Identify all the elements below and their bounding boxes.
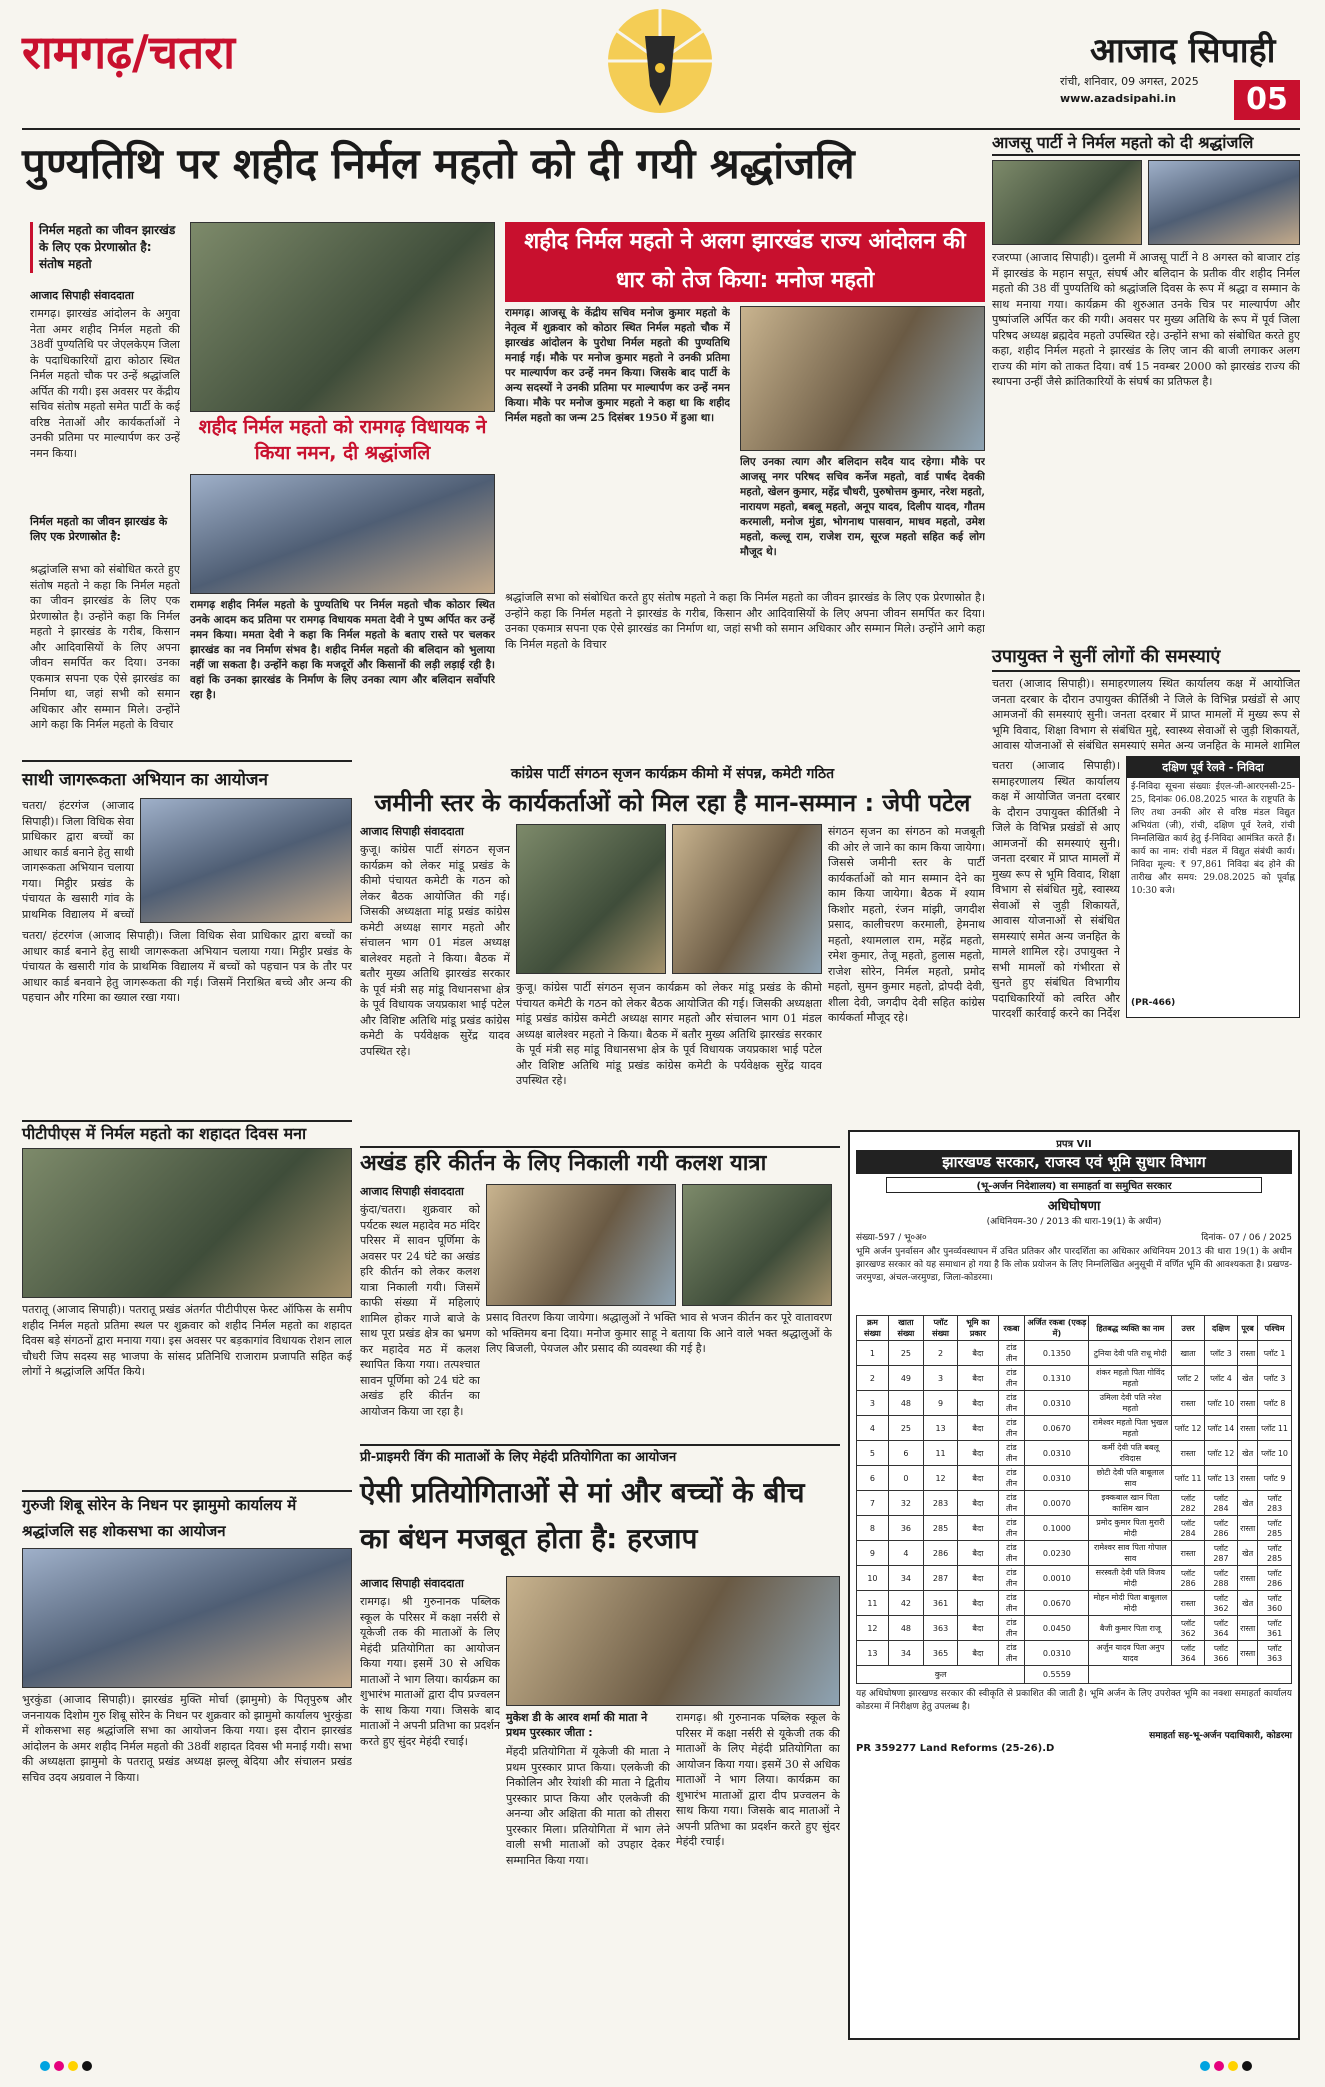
notice-cell: बैदा [958,1341,998,1366]
notice-cell: 365 [923,1641,957,1666]
notice-col-header: उत्तर [1172,1316,1205,1341]
notice-cell: खेत [1238,1366,1258,1391]
news-photo [22,1548,352,1688]
notice-cell: प्लॉट 3 [1204,1341,1237,1366]
notice-cell: 34 [888,1641,923,1666]
notice-cell: प्लॉट 1 [1258,1341,1292,1366]
notice-cell: टुनिया देवी पति राधू मोदी [1089,1341,1172,1366]
notice-cell: कर्मी देवी पति बबलू रविदास [1089,1441,1172,1466]
notice-cell: 9 [857,1541,889,1566]
notice-row [857,1441,1292,1466]
notice-cell: प्लॉट 11 [1172,1466,1205,1491]
manoj-body-2: लिए उनका त्याग और बलिदान सदैव याद रहेगा। मौके पर आजसू नगर परिषद सचिव कर्नेज महतो, वार्ड पार्षद देवकी महतो, खेलन कुमार, महेंद्र चौधरी, पुरुषोत्तम कुमार, नरेश महतो, नारायण महतो, बबलू महतो, अनूप यादव, दिलीप यादव, गौतम करमाली, मनोज मुंडा, भोगनाथ पासवान, माधव महतो, उमेश महतो, कल्लू राम, राजेश राम, सूरज महतो सहित कई लोग मौजूद थे। [740,456,985,558]
ajsu-headline: आजसू पार्टी ने निर्मल महतो को दी श्रद्धांजलि [992,132,1300,156]
mehndi-byline: आजाद सिपाही संवाददाता [360,1577,464,1590]
notice-cell: प्लॉट 8 [1258,1391,1292,1416]
notice-row [857,1541,1292,1566]
notice-cell: सरस्वती देवी पति विजय मोदी [1089,1566,1172,1591]
notice-cell: प्लॉट 364 [1172,1641,1205,1666]
notice-cell: 0.0230 [1025,1541,1089,1566]
main-byline: आजाद सिपाही संवाददाता [30,289,134,302]
notice-title: अधिघोषणा [1047,1199,1101,1214]
news-photo [486,1184,676,1306]
notice-cell: प्लॉट 11 [1258,1416,1292,1441]
notice-footer: यह अधिघोषणा झारखण्ड सरकार की स्वीकृति से प्रकाशित की जाती है। भूमि अर्जन के लिए उपरोक्त भूमि का नक्शा समाहर्ता कार्यालय कोडरमा में निरीक्षण हेतु उपलब्ध है। [856,1689,1292,1712]
notice-cell: बैदा [958,1466,998,1491]
notice-cell: बैदा [958,1591,998,1616]
mehndi-body-3: रामगढ़। श्री गुरुनानक पब्लिक स्कूल के परिसर में कक्षा नर्सरी से यूकेजी तक की माताओं के लिए मेहंदी प्रतियोगिता का आयोजन किया गया। इसमें 30 से अधिक माताओं ने भाग लिया। कार्यक्रम का शुभारंभ माताओं द्वारा दीप प्रज्वलन के साथ किया गया। जिसके बाद माताओं ने अपनी प्रतिभा का प्रदर्शन करते हुए सुंदर मेहंदी रचाई। [676,1711,840,1848]
news-photo [190,474,495,594]
notice-cell: 11 [857,1591,889,1616]
notice-cell: 0.1350 [1025,1341,1089,1366]
notice-cell: 34 [888,1566,923,1591]
notice-cell: बैदा [958,1541,998,1566]
notice-cell: खेत [1238,1541,1258,1566]
kirtan-byline: आजाद सिपाही संवाददाता [360,1185,464,1198]
notice-cell: 363 [923,1616,957,1641]
notice-cell: 6 [857,1466,889,1491]
notice-cell: मोहन मोदी पिता बाबूलाल मोदी [1089,1591,1172,1616]
congress-headline: जमीनी स्तर के कार्यकर्ताओं को मिल रहा है मान-सम्मान : जेपी पटेल [374,789,971,817]
notice-cell: टांड तीन [998,1366,1025,1391]
notice-cell: खेत [1238,1591,1258,1616]
notice-cell: 0.1310 [1025,1366,1089,1391]
notice-row [857,1366,1292,1391]
notice-col-header: भूमि का प्रकार [958,1316,998,1341]
notice-cell: 361 [923,1591,957,1616]
notice-col-header: क्रम संख्या [857,1316,889,1341]
notice-intro: भूमि अर्जन पुनर्वासन और पुनर्व्यवस्थापन में उचित प्रतिकर और पारदर्शिता का अधिकार अधिनियम 2013 की धारा 19(1) के अधीन झारखण्ड सरकार को यह समाधान हो गया है कि लोक प्रयोजन के लिए निम्नलिखित अनुसूची में वर्णित भूमि की आवश्यकता है। प्रखण्ड-जरमुण्डा, अंचल-जरमुण्डा, जिला-कोडरमा। [856,1247,1292,1283]
notice-cell: प्लॉट 13 [1204,1466,1237,1491]
notice-cell: 32 [888,1491,923,1516]
notice-cell: 1 [857,1341,889,1366]
notice-cell: 0.0010 [1025,1566,1089,1591]
mehndi-subhead: मुकेश डी के आरव शर्मा की माता ने प्रथम पुरस्कार जीता : [506,1711,648,1739]
shibu-body: भुरकुंडा (आजाद सिपाही)। झारखंड मुक्ति मोर्चा (झामुमो) के पितृपुरुष और जननायक दिशोम गुरु शिबू सोरेन के निधन पर शुक्रवार को झामुमो कार्यालय भुरकुंडा में शोकसभा सह श्रद्धांजलि सभा का आयोजन किया गया। इस दौरान झारखंड आंदोलन के अमर शहीद निर्मल महतो की 38वीं शहादत दिवस भी मनाई गयी। सभा की अध्यक्षता झामुमो के पतरातू प्रखंड अध्यक्ष झल्लू बेदिया और संचालन प्रखंड सचिव उदय अग्रवाल ने किया। [22,1693,352,1784]
notice-cell: उमिला देवी पति नरेश महतो [1089,1391,1172,1416]
news-photo [190,222,495,412]
notice-col-header: हितबद्ध व्यक्ति का नाम [1089,1316,1172,1341]
kirtan-headline: अखंड हरि कीर्तन के लिए निकाली गयी कलश यात्रा [360,1146,840,1180]
notice-cell: खाता [1172,1341,1205,1366]
main-body-2: श्रद्धांजलि सभा को संबोधित करते हुए संतोष महतो ने कहा कि निर्मल महतो का जीवन झारखंड के लिए एक प्रेरणास्रोत है। उन्होंने कहा कि निर्मल महतो ने झारखंड के गरीब, किसान और आदिवासियों के लिए अपना जीवन समर्पित कर दिया। उनका एकमात्र सपना एक ऐसे झारखंड का निर्माण था, जहां सभी को समान अधिकार और सम्मान मिले। उन्होंने आगे कहा कि निर्मल महतो के विचार [30,563,180,731]
notice-cell: 0.0310 [1025,1466,1089,1491]
notice-row [857,1466,1292,1491]
notice-cell: 13 [923,1416,957,1441]
notice-cell: रास्ता [1238,1391,1258,1416]
notice-col-header: रकबा [998,1316,1025,1341]
page-number: 05 [1234,80,1300,120]
notice-cell: रास्ता [1172,1391,1205,1416]
notice-cell: 48 [888,1616,923,1641]
notice-col-header: खाता संख्या [888,1316,923,1341]
notice-cell: रामेश्वर साव पिता गोपाल साव [1089,1541,1172,1566]
notice-cell: रास्ता [1172,1541,1205,1566]
notice-cell: 9 [923,1391,957,1416]
congress-body: कुजू। कांग्रेस पार्टी संगठन सृजन कार्यक्रम को लेकर मांडू प्रखंड के कीमो पंचायत कमेटी के गठन को लेकर बैठक आयोजित की गई। जिसकी अध्यक्षता मांडू प्रखंड कांग्रेस कमेटी अध्यक्ष सागर महतो और संचालन भाग 01 मंडल अध्यक्ष बालेश्वर महतो ने किया। बैठक में बतौर मुख्य अतिथि झारखंड सरकार के पूर्व मंत्री सह मांडू विधानसभा क्षेत्र के पूर्व विधायक जयप्रकाश भाई पटेल और विशिष्ट अतिथि मांडू प्रखंड कांग्रेस कमेटी के पर्यवेक्षक सुरेंद्र यादव उपस्थित रहे। [360,843,510,1058]
news-photo [506,1576,840,1706]
ajsu-body: रजरप्पा (आजाद सिपाही)। दुलमी में आजसू पार्टी ने 8 अगस्त को बाजार टांड़ में झारखंड के महान सपूत, संघर्ष और बलिदान के प्रतीक वीर शहीद निर्मल महतो की 38 वीं पुण्यतिथि को श्रद्धांजलि दिवस के रूप में श्रद्धा व सम्मान के साथ मनाया गया। कार्यक्रम की शुरुआत उनके चित्र पर माल्यार्पण और पुष्पांजलि अर्पित कर की गयी। अवसर पर मुख्य अतिथि के रूप में पूर्व जिला परिषद अध्यक्ष ब्रह्मदेव महतो उपस्थित रहे। उन्होंने सभा को संबोधित करते हुए कहा, शहीद निर्मल महतो ने झारखंड के लिए जान की बाजी लगाकर अलग राज्य की मांग को ताकत दिया। वर्ष 15 नवम्बर 2000 को झारखंड राज्य की स्थापना उन्हीं जैसे क्रांतिकारियों के संघर्ष का प्रतिफल है। [992,251,1300,388]
notice-cell: 3 [857,1391,889,1416]
notice-cell: प्लॉट 285 [1258,1541,1292,1566]
notice-date: दिनांक- 07 / 06 / 2025 [1201,1233,1292,1243]
website: www.azadsipahi.in [1060,92,1177,105]
notice-cell: 6 [888,1441,923,1466]
notice-cell: अर्जुन यादव पिता अनुप यादव [1089,1641,1172,1666]
masthead-rule [22,128,1300,130]
notice-cell: 10 [857,1566,889,1591]
mehndi-headline: ऐसी प्रतियोगिताओं से मां और बच्चों के बीच का बंधन मजबूत होता है: हरजाप [360,1476,805,1555]
notice-cell: प्लॉट 12 [1172,1416,1205,1441]
notice-cell: बैदा [958,1391,998,1416]
notice-cell: प्लॉट 285 [1258,1516,1292,1541]
news-photo [516,824,666,974]
photo-headline: शहीद निर्मल महतो को रामगढ़ विधायक ने किया नमन, दी श्रद्धांजलि [198,416,487,464]
main-kicker: निर्मल महतो का जीवन झारखंड के लिए एक प्रेरणास्रोत है: संतोष महतो [30,222,180,273]
notice-cell: प्लॉट 9 [1258,1466,1292,1491]
notice-dept: झारखण्ड सरकार, राजस्व एवं भूमि सुधार विभाग [856,1150,1292,1174]
notice-cell: 0.0670 [1025,1591,1089,1616]
kirtan-body: कुंदा/चतरा। शुक्रवार को पर्यटक स्थल महादेव मठ मंदिर परिसर में सावन पूर्णिमा के अवसर पर 24 घंटे का अखंड हरि कीर्तन को लेकर कलश यात्रा निकाली गयी। जिसमें काफी संख्या में महिलाएं शामिल होकर गाजे बाजे के साथ पूरा प्रखंड क्षेत्र का भ्रमण कर महादेव मठ में कलश स्थापित किया गया। तत्पश्चात सावन पूर्णिमा को 24 घंटे का अखंड हरि कीर्तन का आयोजन किया जा रहा है। [360,1203,480,1418]
notice-cell: बैदा [958,1491,998,1516]
notice-cell: प्लॉट 12 [1204,1441,1237,1466]
notice-row [857,1391,1292,1416]
notice-cell: 0.0450 [1025,1616,1089,1641]
notice-cell: 0.0310 [1025,1641,1089,1666]
notice-cell: टांड तीन [998,1466,1025,1491]
notice-cell: 42 [888,1591,923,1616]
notice-cell: 2 [857,1366,889,1391]
notice-cell: प्लॉट 362 [1204,1591,1237,1616]
notice-table [856,1315,1292,1684]
color-registration-marks [1200,2056,1256,2075]
main-subhead: निर्मल महतो का जीवन झारखंड के लिए एक प्रेरणास्रोत है: [30,515,168,543]
news-photo [740,306,985,451]
news-photo [22,1148,352,1298]
notice-row [857,1641,1292,1666]
notice-cell: रास्ता [1238,1616,1258,1641]
notice-total-row [857,1666,1292,1684]
notice-total-label: कुल [857,1666,1025,1684]
main-body: रामगढ़। झारखंड आंदोलन के अगुवा नेता अमर शहीद निर्मल महतो की 38वीं पुण्यतिथि पर जेएलकेएम जिला के पदाधिकारियों द्वारा कोठार स्थित निर्मल महतो चौक पर उन्हें श्रद्धांजलि अर्पित की गयी। इस अवसर पर केंद्रीय सचिव संतोष महतो समेत पार्टी के कई वरिष्ठ नेताओं और कार्यकर्ताओं ने उनकी प्रतिमा पर माल्यार्पण कर उन्हें नमन किया। [30,307,180,460]
notice-cell: प्लॉट 284 [1204,1491,1237,1516]
notice-cell: प्लॉट 3 [1258,1366,1292,1391]
notice-cell: खेत [1238,1491,1258,1516]
mehndi-body: रामगढ़। श्री गुरुनानक पब्लिक स्कूल के परिसर में कक्षा नर्सरी से यूकेजी तक की माताओं के लिए मेहंदी प्रतियोगिता का आयोजन किया गया। इसमें 30 से अधिक माताओं ने भाग लिया। कार्यक्रम का शुभारंभ माताओं द्वारा दीप प्रज्वलन के साथ किया गया। जिसके बाद माताओं ने अपनी प्रतिभा का प्रदर्शन करते हुए सुंदर मेहंदी रचाई। [360,1595,500,1748]
notice-cell: टांड तीन [998,1641,1025,1666]
notice-cell: टांड तीन [998,1516,1025,1541]
mehndi-strap: प्री-प्राइमरी विंग की माताओं के लिए मेहंदी प्रतियोगिता का आयोजन [360,1444,840,1468]
notice-cell: प्लॉट 366 [1204,1641,1237,1666]
notice-cell: प्लॉट 362 [1172,1616,1205,1641]
notice-cell: टांड तीन [998,1441,1025,1466]
notice-cell: टांड तीन [998,1341,1025,1366]
news-photo [1148,160,1300,245]
notice-cell: 283 [923,1491,957,1516]
notice-cell: 13 [857,1641,889,1666]
notice-cell: प्लॉट 10 [1204,1391,1237,1416]
notice-row [857,1516,1292,1541]
notice-cell: प्लॉट 4 [1204,1366,1237,1391]
jagruk-body-2: चतरा/ हंटरगंज (आजाद सिपाही)। जिला विधिक सेवा प्राधिकार द्वारा बच्चों का आधार कार्ड बनाने हेतु साथी जागरूकता अभियान चलाया गया। मिट्ठीर प्रखंड के पंचायत के खसारी गांव के प्राथमिक विद्यालय में बच्चों को पहचान पत्र के तौर पर आधार कार्ड बनवाने हेतु जागरूकता की गई। जिसमें निराश्रित बच्चे और अन्य की पहचान और गरिमा का ख्याल रखा गया। [22,929,352,1004]
notice-cell: रास्ता [1238,1466,1258,1491]
shibu-headline: गुरुजी शिबू सोरेन के निधन पर झामुमो कार्यालय में श्रद्धांजलि सह शोकसभा का आयोजन [22,1490,352,1542]
notice-cell: 25 [888,1341,923,1366]
notice-cell: बैदा [958,1616,998,1641]
notice-cell: प्लॉट 360 [1258,1591,1292,1616]
notice-cell: प्लॉट 364 [1204,1616,1237,1641]
ptps-headline: पीटीपीएस में निर्मल महतो का शहादत दिवस मना [22,1120,352,1146]
complaints-headline: उपायुक्त ने सुनीं लोगों की समस्याएं [992,644,1300,672]
notice-cell: टांड तीन [998,1591,1025,1616]
notice-cell: 11 [923,1441,957,1466]
notice-cell: 48 [888,1391,923,1416]
news-photo [992,160,1142,245]
mehndi-body-2: मेंहदी प्रतियोगिता में यूकेजी की माता ने प्रथम पुरस्कार प्राप्त किया। एलकेजी की निकोलिन और रेयांशी की माता ने द्वितीय पुरस्कार प्राप्त किया और एलकेजी की अनन्या और अक्षिता की माता को तीसरा पुरस्कार मिला। प्रतियोगिता में भाग लेने वाली सभी माताओं को उपहार देकर सम्मानित किया गया। [506,1745,670,1867]
notice-cell: 5 [857,1441,889,1466]
notice-cell: 0.1000 [1025,1516,1089,1541]
notice-cell: 0.0310 [1025,1391,1089,1416]
notice-cell: रास्ता [1172,1441,1205,1466]
notice-cell: प्लॉट 363 [1258,1641,1292,1666]
notice-total-value: 0.5559 [1025,1666,1089,1684]
notice-row [857,1491,1292,1516]
notice-pr: PR 359277 Land Reforms (25-26).D [856,1743,1055,1754]
notice-col-header: प्लॉट संख्या [923,1316,957,1341]
notice-cell: बैदा [958,1516,998,1541]
notice-cell: रास्ता [1238,1566,1258,1591]
complaints-body: चतरा (आजाद सिपाही)। समाहरणालय स्थित कार्यालय कक्ष में आयोजित जनता दरबार के दौरान उपायुक्त कीर्तिश्री ने जिले के विभिन्न प्रखंडों से आए आमजनों की समस्याएं सुनी। जनता दरबार में प्राप्त मामलों में मुख्य रूप से भूमि विवाद, शिक्षा विभाग से संबंधित मुद्दे, स्वास्थ्य सेवाओं से जुड़ी शिकायतें, आवास योजनाओं से संबंधित समस्याएं समेत अन्य जनहित के मामले शामिल [992,677,1300,752]
notice-cell: 4 [857,1416,889,1441]
notice-label: प्रपत्र VII [1056,1139,1092,1150]
notice-dept-sub: (भू-अर्जन निदेशालय) वा समाहर्ता वा समुचित सरकार [886,1177,1262,1193]
notice-cell: 286 [923,1541,957,1566]
notice-cell: प्लॉट 284 [1172,1516,1205,1541]
notice-cell: 25 [888,1416,923,1441]
notice-cell: बैदा [958,1366,998,1391]
notice-cell: रास्ता [1238,1341,1258,1366]
notice-cell: प्लॉट 14 [1204,1416,1237,1441]
congress-body-2: संगठन सृजन का संगठन को मजबूती की ओर ले जाने का काम किया जायेगा। जिससे जमीनी स्तर के पार्टी कार्यकर्ताओं को मान सम्मान देने का काम किया जायेगा। बैठक में श्याम किशोर महतो, रंजन मांझी, जगदीश प्रसाद, कालीचरण करमाली, हेमनाथ महतो, श्यामलाल राम, महेंद्र महतो, रमेश कुमार, तेजू महतो, हुलास महतो, राजेश सोरेन, निर्मल महतो, प्रमोद महतो, सुमन कुमार महतो, द्रोपदी देवी, शीला देवी, जगदीप देवी सहित कांग्रेस कार्यकर्ता मौजूद रहे। [828,825,985,1024]
photo-caption: रामगढ़ शहीद निर्मल महतो के पुण्यतिथि पर निर्मल महतो चौक कोठार स्थित उनके आदम कद प्रतिमा पर रामगढ़ विधायक ममता देवी ने पुष्प अर्पित कर उन्हें नमन किया। ममता देवी ने कहा कि निर्मल महतो के बताए रास्ते पर चलकर झारखंड का नव निर्माण संभव है। शहीद निर्मल महतो की बलिदान को भुलाया नहीं जा सकता है। उन्होंने कहा कि मजदूरों और किसानों की लड़ी लड़ाई रही है। वहां कि उनका झारखंड के निर्माण के लिए उनका त्याग और बलिदान सर्वोपरि रहा है। [190,599,495,701]
notice-col-header: पूरब [1238,1316,1258,1341]
notice-row [857,1416,1292,1441]
news-photo [140,798,352,923]
notice-cell: प्लॉट 283 [1258,1491,1292,1516]
notice-cell: प्लॉट 288 [1204,1566,1237,1591]
notice-cell: टांड तीन [998,1541,1025,1566]
main-continuation: श्रद्धांजलि सभा को संबोधित करते हुए संतोष महतो ने कहा कि निर्मल महतो का जीवन झारखंड के लिए एक प्रेरणास्रोत है। उन्होंने कहा कि निर्मल महतो ने झारखंड के गरीब, किसान और आदिवासियों के लिए अपना जीवन समर्पित कर दिया। उनका एकमात्र सपना एक ऐसे झारखंड का निर्माण था, जहां सभी को समान अधिकार और सम्मान मिले। उन्होंने आगे कहा कि निर्मल महतो के विचार [505,591,985,651]
notice-cell: बैदा [958,1641,998,1666]
notice-cell: रास्ता [1172,1591,1205,1616]
manoj-headline: शहीद निर्मल महतो ने अलग झारखंड राज्य आंदोलन की धार को तेज किया: मनोज महतो [505,222,985,302]
notice-cell: 4 [888,1541,923,1566]
main-headline: पुण्यतिथि पर शहीद निर्मल महतो को दी गयी श्रद्धांजलि [22,139,855,188]
news-photo [672,824,822,974]
notice-cell: टांड तीन [998,1566,1025,1591]
section-title: रामगढ़/चतरा [22,25,235,79]
notice-cell: 285 [923,1516,957,1541]
congress-strap: कांग्रेस पार्टी संगठन सृजन कार्यक्रम कीमो में संपन्न, कमेटी गठित [510,766,835,782]
notice-cell: 0 [888,1466,923,1491]
news-photo [682,1184,832,1306]
jagruk-headline: साथी जागरूकता अभियान का आयोजन [22,770,268,790]
notice-cell: टांड तीन [998,1391,1025,1416]
dateline: रांची, शनिवार, 09 अगस्त, 2025 [1060,75,1199,88]
congress-body-3: कुजू। कांग्रेस पार्टी संगठन सृजन कार्यक्रम को लेकर मांडू प्रखंड के कीमो पंचायत कमेटी के गठन को लेकर बैठक आयोजित की गई। जिसकी अध्यक्षता मांडू प्रखंड कांग्रेस कमेटी अध्यक्ष सागर महतो और संचालन भाग 01 मंडल अध्यक्ष बालेश्वर महतो ने किया। बैठक में बतौर मुख्य अतिथि झारखंड सरकार के पूर्व मंत्री सह मांडू विधानसभा क्षेत्र के पूर्व विधायक जयप्रकाश भाई पटेल और विशिष्ट अतिथि मांडू प्रखंड कांग्रेस कमेटी के पर्यवेक्षक सुरेंद्र यादव उपस्थित रहे। [516,981,822,1087]
notice-cell: प्लॉट 361 [1258,1616,1292,1641]
notice-cell: रास्ता [1238,1641,1258,1666]
notice-cell: 0.0310 [1025,1441,1089,1466]
notice-cell: टांड तीन [998,1616,1025,1641]
notice-cell: प्लॉट 287 [1204,1541,1237,1566]
notice-cell: रास्ता [1238,1516,1258,1541]
notice-cell: बैदा [958,1566,998,1591]
notice-cell: 12 [857,1616,889,1641]
notice-cell: बैदा [958,1416,998,1441]
pen-nib-logo [590,6,730,126]
land-notice [848,1130,1300,2040]
notice-cell: इक्कबाल खान पिता कासिम खान [1089,1491,1172,1516]
notice-cell: प्लॉट 282 [1172,1491,1205,1516]
ptps-body: पतरातू (आजाद सिपाही)। पतरातू प्रखंड अंतर्गत पीटीपीएस फेस्ट ऑफिस के समीप शहीद निर्मल महतो प्रतिमा स्थल पर शुक्रवार को शहीद निर्मल महतो का शहादत दिवस बड़े संगठनों द्वारा मनाया गया। इस अवसर पर बड़कागांव विधायक रोशन लाल चौधरी जिप सदस्य सह भाजपा के सांसद प्रतिनिधि राजाराम प्रजापति सहित कई लोगों ने श्रद्धांजलि अर्पित किये। [22,1303,352,1378]
notice-cell: 36 [888,1516,923,1541]
notice-row [857,1566,1292,1591]
congress-byline: आजाद सिपाही संवाददाता [360,825,464,838]
notice-cell: 0.0070 [1025,1491,1089,1516]
notice-cell: प्लॉट 2 [1172,1366,1205,1391]
notice-cell: 0.0670 [1025,1416,1089,1441]
complaints-body-2: चतरा (आजाद सिपाही)। समाहरणालय स्थित कार्यालय कक्ष में आयोजित जनता दरबार के दौरान उपायुक्त कीर्तिश्री ने जिले के विभिन्न प्रखंडों से आए आमजनों की समस्याएं सुनी। जनता दरबार में प्राप्त मामलों में मुख्य रूप से भूमि विवाद, शिक्षा विभाग से संबंधित मुद्दे, स्वास्थ्य सेवाओं से जुड़ी शिकायतें, आवास योजनाओं से संबंधित समस्याएं समेत अन्य जनहित के मामले शामिल रहे। उपायुक्त ने सभी मामलों को गंभीरता से सुनते हुए संबंधित विभागीय पदाधिकारियों को त्वरित और पारदर्शी कार्रवाई करने का निर्देश [992,759,1120,1020]
notice-cell: टांड तीन [998,1491,1025,1516]
notice-cell: प्लॉट 286 [1172,1566,1205,1591]
notice-cell: 8 [857,1516,889,1541]
notice-cell: रास्ता [1238,1416,1258,1441]
notice-cell: प्लॉट 286 [1258,1566,1292,1591]
manoj-body: रामगढ़। आजसू के केंद्रीय सचिव मनोज कुमार महतो के नेतृत्व में शुक्रवार को कोठार स्थित निर्मल महतो चौक में झारखंड आंदोलन के पुरोधा निर्मल महतो की पुण्यतिथि मनाई गई। मौके पर मनोज कुमार महतो ने उनकी प्रतिमा पर माल्यार्पण कर उन्हें नमन किया। जिसके बाद पार्टी के अन्य सदस्यों ने उनकी प्रतिमा पर माल्यार्पण कर उन्हें नमन किया। मौके पर मनोज कुमार महतो ने कहा था कि शहीद निर्मल महतो का जन्म 25 दिसंबर 1950 में हुआ था। [505,307,730,424]
paper-name: आजाद सिपाही [1090,31,1276,71]
notice-cell: 12 [923,1466,957,1491]
notice-cell: 7 [857,1491,889,1516]
tender-code: (PR-466) [1131,998,1176,1008]
notice-row [857,1341,1292,1366]
notice-row [857,1591,1292,1616]
notice-cell: बैजी कुमार पिता राजू [1089,1616,1172,1641]
notice-cell: बैदा [958,1441,998,1466]
notice-ref: संख्या-597 / भू०अ० [856,1233,927,1243]
notice-act: (अधिनियम-30 / 2013 की धारा-19(1) के अधीन) [986,1217,1162,1227]
color-registration-marks [40,2056,96,2075]
notice-cell: 287 [923,1566,957,1591]
notice-col-header: दक्षिण [1204,1316,1237,1341]
jagruk-body: चतरा/ हंटरगंज (आजाद सिपाही)। जिला विधिक सेवा प्राधिकार द्वारा बच्चों का आधार कार्ड बनाने हेतु साथी जागरूकता अभियान चलाया गया। मिट्ठीर प्रखंड के पंचायत के खसारी गांव के प्राथमिक विद्यालय में बच्चों [22,799,134,921]
notice-cell: प्लॉट 286 [1204,1516,1237,1541]
notice-cell: प्रमोद कुमार पिता मुरारी मोदी [1089,1516,1172,1541]
notice-cell: छोटी देवी पति बाबूलाल साव [1089,1466,1172,1491]
notice-cell: 49 [888,1366,923,1391]
notice-cell: रामेश्वर महतो पिता भुखल महतो [1089,1416,1172,1441]
notice-cell: प्लॉट 10 [1258,1441,1292,1466]
tender-box [1126,756,1300,1018]
tender-title: दक्षिण पूर्व रेलवे - निविदा [1127,757,1299,778]
notice-cell: 2 [923,1341,957,1366]
notice-col-header: अर्जित रकबा (एकड़ में) [1025,1316,1089,1341]
notice-col-header: पश्चिम [1258,1316,1292,1341]
tender-body: ई-निविदा सूचना संख्याः ईएल-जी-आरएनसी-25-25, दिनांकः 06.08.2025 भारत के राष्ट्रपति के लिए तथा उनकी ओर से वरिष्ठ मंडल विद्युत अभियंता (जी), रांची, दक्षिण पूर्व रेलवे, रांची निम्नलिखित कार्य हेतु ई-निविदा आमंत्रित करते हैं। कार्य का नाम: रांची मंडल में विद्युत संबंधी कार्य। निविदा मूल्य: ₹ 97,861 निविदा बंद होने की तारीख और समय: 29.08.2025 को पूर्वाह्न 10:30 बजे। [1131,782,1295,896]
notice-cell: खेत [1238,1441,1258,1466]
kirtan-body-2: प्रसाद वितरण किया जायेगा। श्रद्धालुओं ने भक्ति भाव से भजन कीर्तन कर पूरे वातावरण को भक्तिमय बना दिया। मनोज कुमार साहू ने बताया कि आने वाले भक्त श्रद्धालुओं के लिए बिजली, पेयजल और प्रसाद की व्यवस्था की गई है। [486,1311,832,1355]
notice-signatory: समाहर्ता सह-भू-अर्जन पदाधिकारी, कोडरमा [1149,1731,1292,1741]
notice-cell: 3 [923,1366,957,1391]
notice-cell: शंकर महतो पिता गोविंद महतो [1089,1366,1172,1391]
section-rule [22,760,352,762]
notice-cell [1089,1666,1292,1684]
notice-cell: टांड तीन [998,1416,1025,1441]
notice-row [857,1616,1292,1641]
